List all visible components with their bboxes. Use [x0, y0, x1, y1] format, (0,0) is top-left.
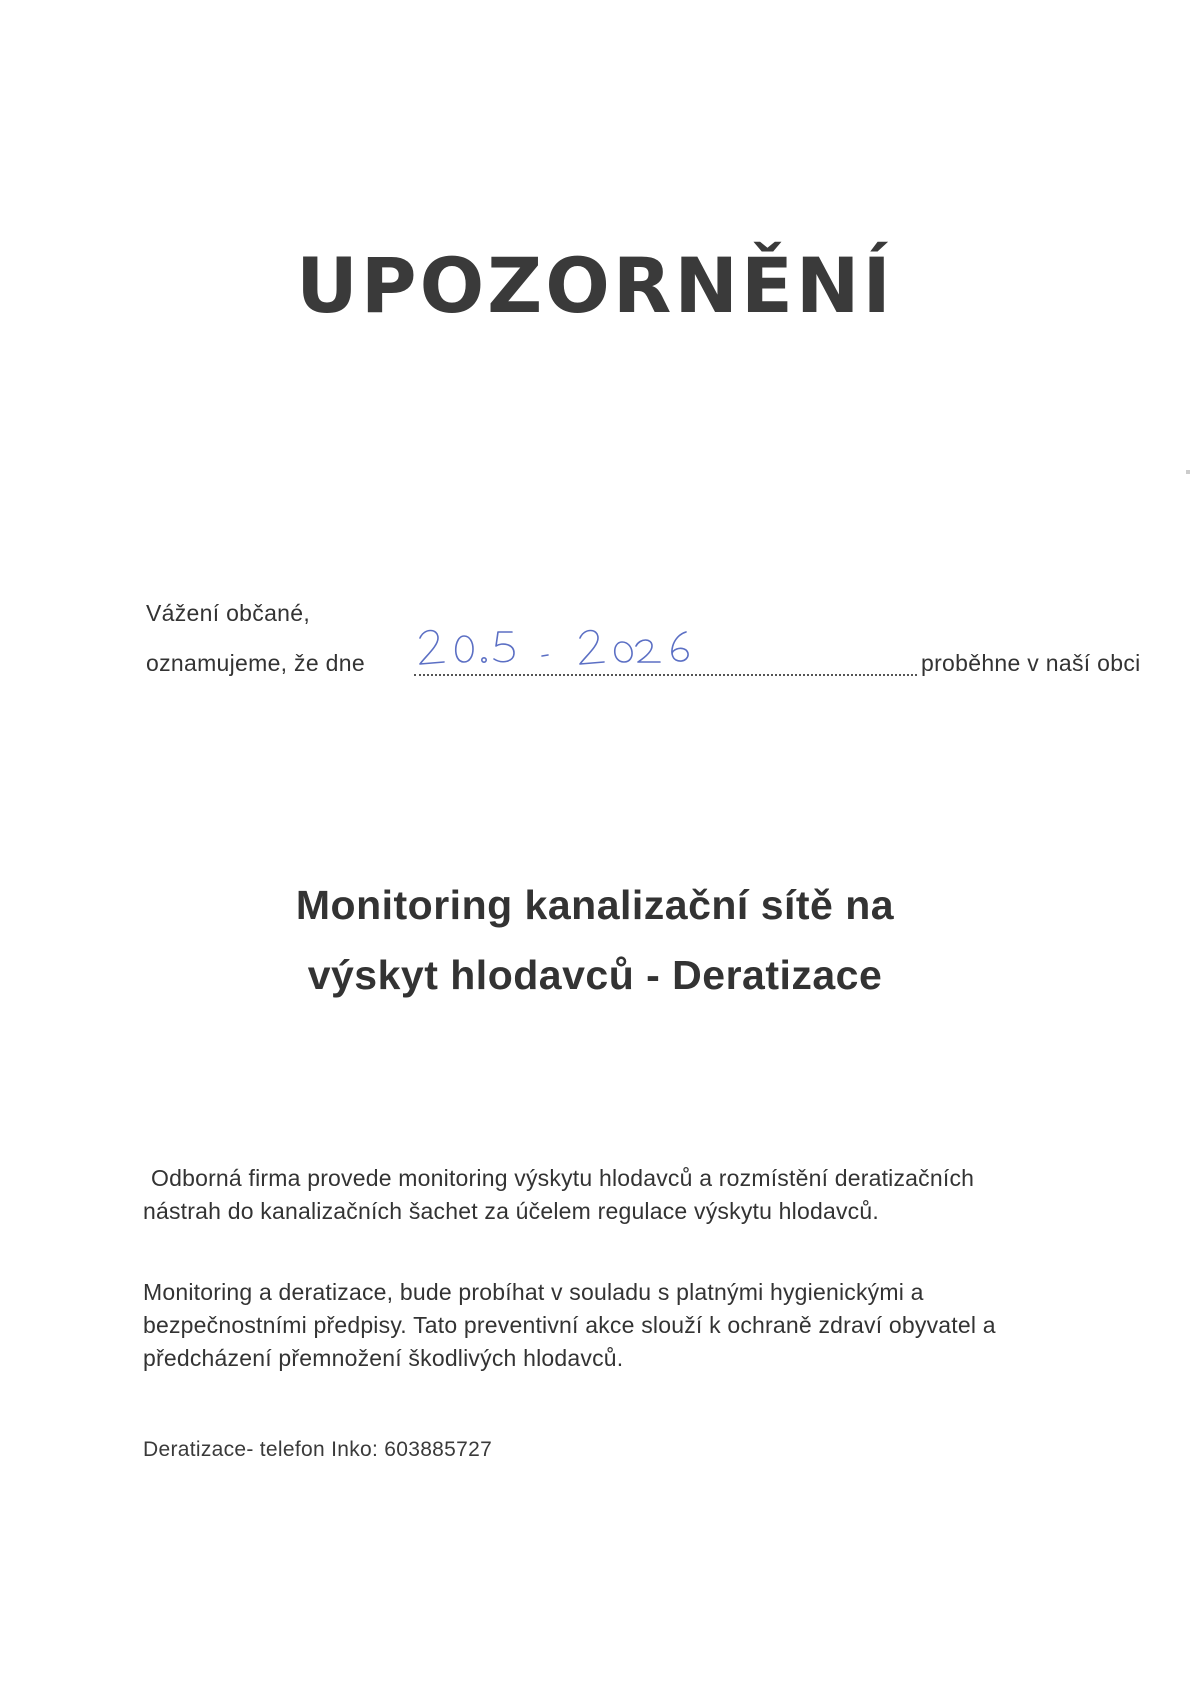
announce-prefix: oznamujeme, že dne: [146, 650, 365, 676]
greeting: Vážení občané,: [146, 600, 311, 626]
paragraph-1: Odborná firma provede monitoring výskytu hlodavců a rozmístění deratizačních nástrah do kanalizačních šachet za účelem regulace výskytu hlodavců.: [143, 1165, 975, 1224]
announce-suffix: proběhne v naší obci: [921, 650, 1141, 676]
subject-line-1: Monitoring kanalizační sítě na: [295, 882, 895, 928]
subject-title: [0, 870, 1190, 1010]
contact-line: Deratizace- telefon Inko: 603885727: [143, 1438, 493, 1461]
announce-line: [146, 650, 1141, 690]
subject-line-2: výskyt hlodavců - Deratizace: [307, 952, 883, 998]
scan-mark: [1186, 470, 1190, 474]
paragraph-2: Monitoring a deratizace, bude probíhat v souladu s platnými hygienickými a bezpečnostními předpisy. Tato preventivní akce slouží k ochraně zdraví obyvatel a předcházení přemnožení škodlivých hlodavců.: [143, 1279, 996, 1371]
notice-heading: UPOZORNĚNÍ: [296, 241, 894, 330]
handwritten-date: [414, 622, 734, 674]
